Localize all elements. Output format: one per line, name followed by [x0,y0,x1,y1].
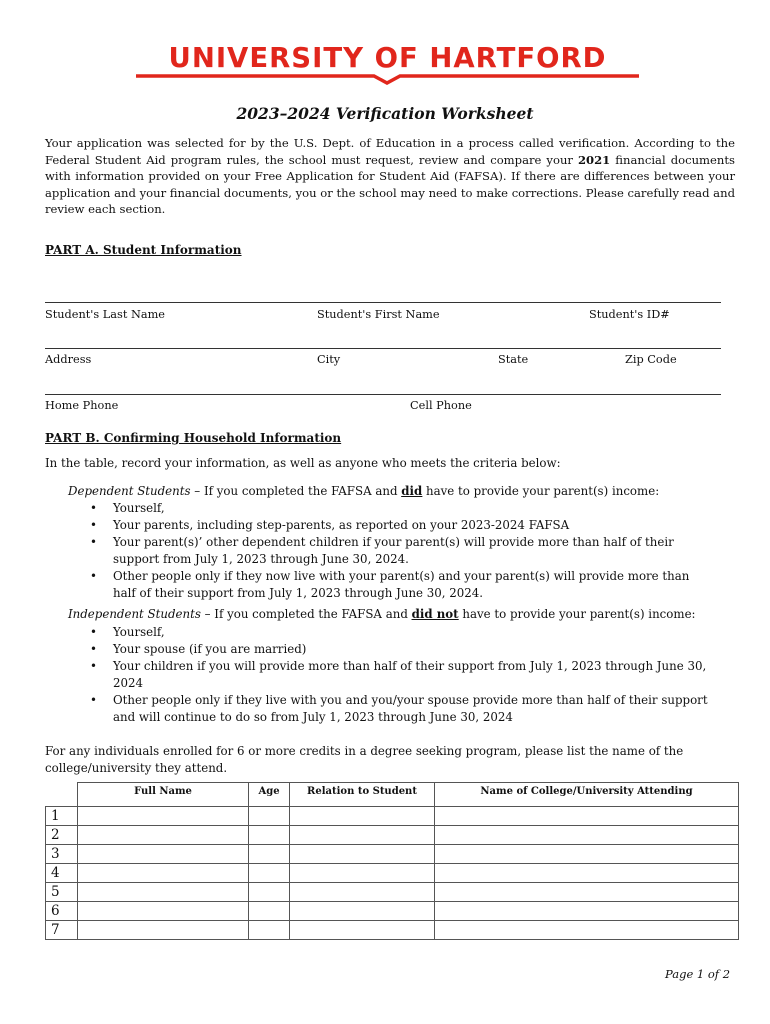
intro-paragraph [45,135,735,218]
independent-pre: – If you completed the FAFSA and [200,607,412,621]
dependent-post: have to provide your parent(s) income: [422,484,660,498]
college-cell[interactable] [435,864,739,883]
college-cell[interactable] [435,921,739,940]
relation-cell[interactable] [290,883,435,902]
university-logo [136,42,639,88]
full-name-cell[interactable] [78,826,249,845]
full-name-cell[interactable] [78,845,249,864]
household-table [45,782,739,940]
full-name-header: Full Name [78,783,249,807]
list-item: • Your parent(s)’ other dependent children if your parent(s) will provide more than half of their support from July 1, 2023 through June 30, 2024. [90,534,710,568]
independent-key: did not [411,607,459,621]
city-label: City [317,353,341,366]
age-cell[interactable] [249,921,290,940]
part-b-heading: PART B. Confirming Household Information [45,431,342,445]
full-name-cell[interactable] [78,921,249,940]
full-name-cell[interactable] [78,807,249,826]
age-cell[interactable] [249,845,290,864]
list-item: • Other people only if they live with you and you/your spouse provide more than half of their support and will continue to do so from July 1, 2023 through June 30, 2024 [90,692,710,726]
college-cell[interactable] [435,845,739,864]
relation-cell[interactable] [290,864,435,883]
dependent-criteria-list [90,500,710,601]
name-id-line[interactable] [45,302,721,303]
address-label: Address [45,353,92,366]
college-cell[interactable] [435,807,739,826]
part-a-heading: PART A. Student Information [45,243,242,257]
row-number: 6 [46,902,78,921]
row-number: 2 [46,826,78,845]
relation-cell[interactable] [290,826,435,845]
worksheet-title: 2023–2024 Verification Worksheet [236,104,534,123]
dependent-label: Dependent Students [68,484,191,498]
list-item: • Your children if you will provide more than half of their support from July 1, 2023 through June 30, 2024 [90,658,710,692]
logo-underline-chevron [136,74,639,88]
first-name-label: Student's First Name [317,308,440,321]
row-number: 3 [46,845,78,864]
full-name-cell[interactable] [78,864,249,883]
relation-cell[interactable] [290,921,435,940]
relation-cell[interactable] [290,807,435,826]
table-row [46,883,739,902]
state-label: State [498,353,529,366]
dependent-pre: – If you completed the FAFSA and [190,484,402,498]
table-row [46,864,739,883]
student-id-label: Student's ID# [589,308,670,321]
table-row [46,902,739,921]
table-row [46,826,739,845]
dependent-key: did [401,484,423,498]
row-number: 4 [46,864,78,883]
row-number-header [46,783,78,807]
intro-text-start: Your application was selected for by the U.S. Dept. of Education in a process called verification. According to the Federal Student Aid program rules, the school must request, review and compare your [45,136,735,167]
home-phone-label: Home Phone [45,399,119,412]
row-number: 1 [46,807,78,826]
list-item: • Other people only if they now live with your parent(s) and your parent(s) will provide more than half of their support from July 1, 2023 through June 30, 2024. [90,568,710,602]
relation-cell[interactable] [290,902,435,921]
college-cell[interactable] [435,826,739,845]
full-name-cell[interactable] [78,902,249,921]
age-cell[interactable] [249,864,290,883]
college-header: Name of College/University Attending [435,783,739,807]
intro-text-end: financial documents with information provided on your Free Application for Student Aid (FAFSA). If there are differences between your application and your financial documents, you or the school may need to make corrections. Please carefully read and review each section. [45,152,735,216]
row-number: 5 [46,883,78,902]
relation-header: Relation to Student [290,783,435,807]
relation-cell[interactable] [290,845,435,864]
table-row [46,845,739,864]
zip-label: Zip Code [625,353,677,366]
independent-criteria-list [90,624,710,725]
age-header: Age [249,783,290,807]
independent-students-line [68,607,696,621]
last-name-label: Student's Last Name [45,308,165,321]
dependent-students-line [68,484,659,498]
independent-post: have to provide your parent(s) income: [458,607,696,621]
age-cell[interactable] [249,883,290,902]
list-item: • Your parents, including step-parents, as reported on your 2023-2024 FAFSA [90,517,710,534]
address-line[interactable] [45,348,721,349]
table-header-row [46,783,739,807]
phone-line[interactable] [45,394,721,395]
list-item: • Yourself, [90,624,710,641]
table-row [46,807,739,826]
cell-phone-label: Cell Phone [410,399,472,412]
age-cell[interactable] [249,826,290,845]
row-number: 7 [46,921,78,940]
list-item: • Yourself, [90,500,710,517]
intro-year: 2021 [577,152,611,167]
age-cell[interactable] [249,807,290,826]
college-cell[interactable] [435,883,739,902]
age-cell[interactable] [249,902,290,921]
part-b-lead: In the table, record your information, as well as anyone who meets the criteria below: [45,456,561,470]
enrolled-note: For any individuals enrolled for 6 or more credits in a degree seeking program, please list the name of the college/university they attend. [45,744,684,775]
list-item: • Your spouse (if you are married) [90,641,710,658]
independent-label: Independent Students [68,607,201,621]
college-cell[interactable] [435,902,739,921]
logo-wordmark: UNIVERSITY OF HARTFORD [168,42,607,74]
full-name-cell[interactable] [78,883,249,902]
page-number: Page 1 of 2 [665,967,731,981]
table-row [46,921,739,940]
